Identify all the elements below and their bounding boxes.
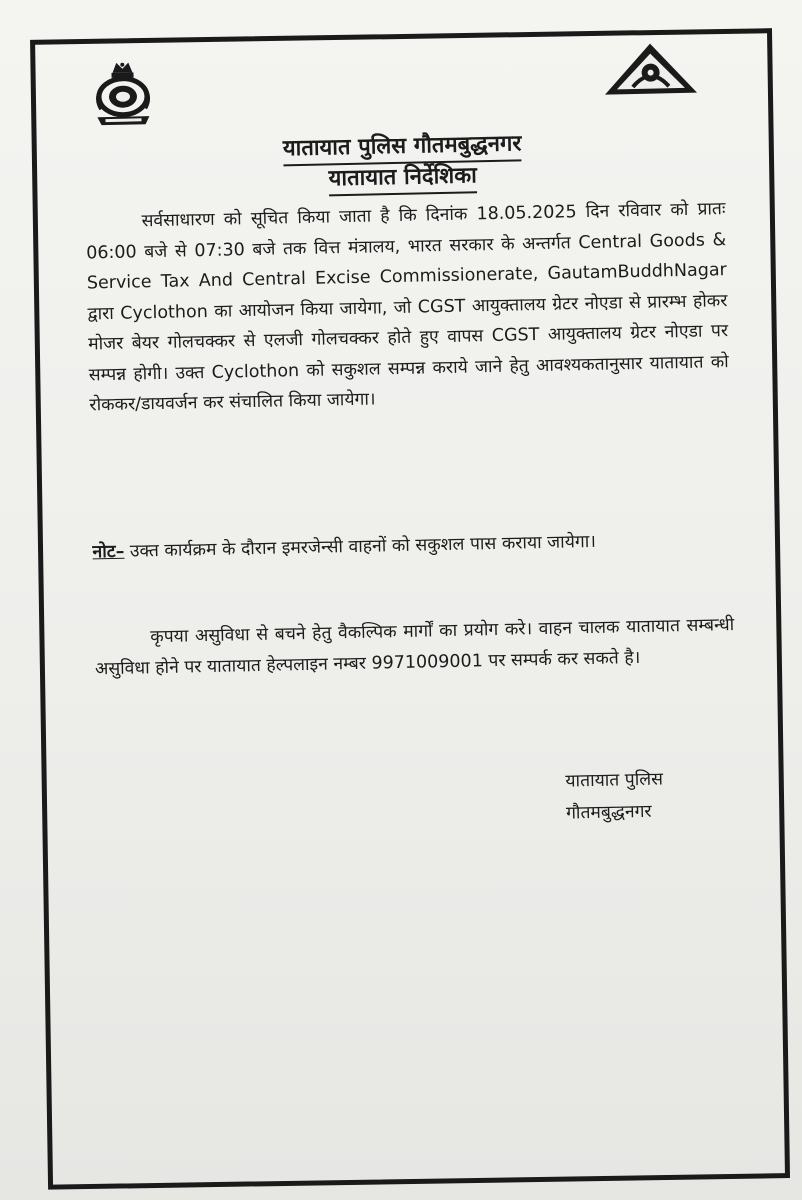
signature-line-2: गौतमबुद्धनगर — [565, 801, 652, 824]
note-label: नोट– — [92, 541, 125, 563]
signature-block — [565, 764, 664, 830]
triangle-insignia-icon — [602, 41, 699, 97]
heading-title: यातायात पुलिस गौतमबुद्धनगर — [283, 130, 522, 166]
note-text: उक्त कार्यक्रम के दौरान इमरजेन्सी वाहनों को सकुशल पास कराया जायेगा। — [124, 531, 597, 562]
notice-paragraph-advice: कृपया असुविधा से बचने हेतु वैकल्पिक मार्गों का प्रयोग करे। वाहन चालक यातायात सम्बन्धी असुविधा होने पर यातायात हेल्पलाइन नम्बर 9971009001 पर सम्पर्क कर सकते है। — [94, 615, 735, 679]
up-police-emblem-icon — [90, 58, 155, 129]
signature-line-1: यातायात पुलिस — [565, 769, 664, 792]
notice-paragraph-main: सर्वसाधारण को सूचित किया जाता है कि दिनांक 18.05.2025 दिन रविवार को प्रातः 06:00 बजे से 07:30 बजे तक वित्त मंत्रालय, भारत सरकार के अन्तर्गत Central Goods & Service Tax And Central Excise Commissionerate, GautamBuddhNagar द्वारा Cyclothon का आयोजन किया जायेगा, जो CGST आयुक्तालय ग्रेटर नोएडा से प्रारम्भ होकर मोजर बेयर गोलचक्कर से एलजी गोलचक्कर होते हुए वापस CGST आयुक्तालय ग्रेटर नोएडा पर सम्पन्न होगी। उक्त Cyclothon को सकुशल सम्पन्न कराये जाने हेतु आवश्यकतानुसार यातायात को रोककर/डायवर्जन कर संचालित किया जायेगा। — [86, 199, 729, 416]
heading-subtitle: यातायात निर्देशिका — [328, 162, 477, 196]
